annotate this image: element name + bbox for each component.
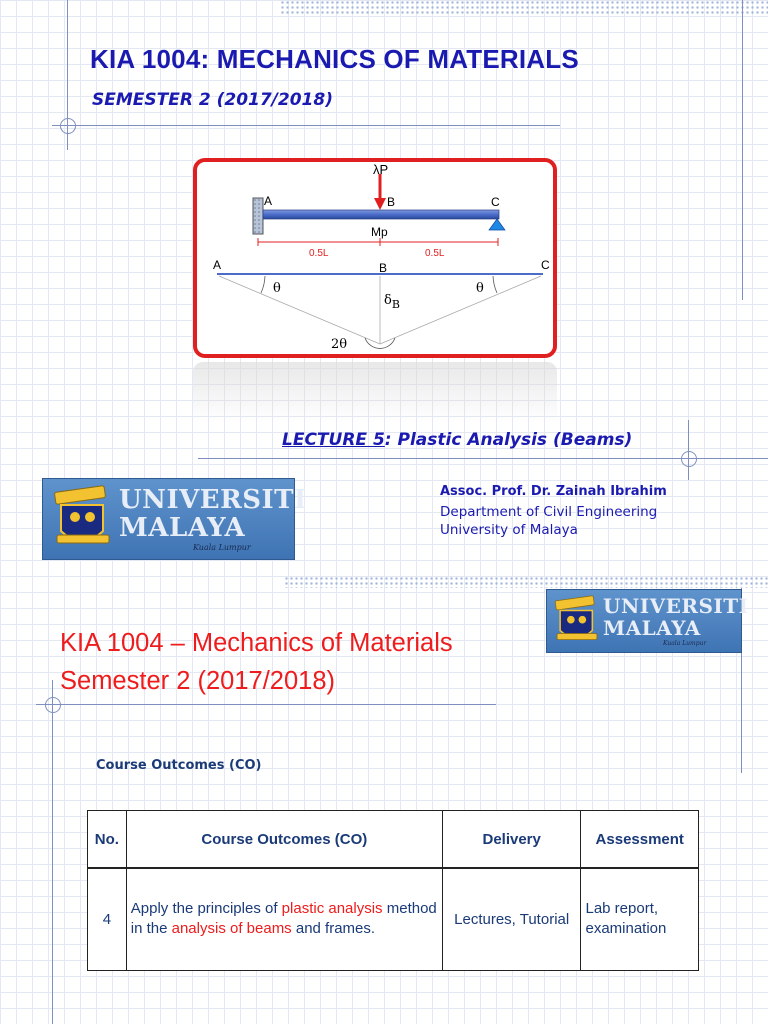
- cell-course-outcome: Apply the principles of plastic analysis method in the analysis of beams and frames.: [126, 868, 442, 970]
- fixed-support: [253, 198, 263, 234]
- beam-diagram: [197, 162, 553, 354]
- lecture-prefix-number: LECTURE 5: [282, 430, 385, 450]
- crest-icon: [554, 595, 600, 649]
- logo-line3: Kuala Lumpur: [663, 640, 707, 647]
- col-header-co: Course Outcomes (CO): [126, 811, 442, 869]
- line-node-circle: [45, 697, 61, 713]
- university-name: University of Malaya: [440, 522, 578, 538]
- university-logo-small: [546, 589, 749, 653]
- middle-dotted-band: [284, 576, 768, 588]
- load-label: λP: [373, 162, 389, 177]
- cell-assessment: Lab report, examination: [581, 868, 699, 970]
- slide2-title-line1: KIA 1004 – Mechanics of Materials: [60, 629, 453, 657]
- divider-line: [36, 704, 496, 705]
- course-outcomes-table: [87, 810, 699, 971]
- author-affiliation: [440, 503, 657, 539]
- slide2-title: [60, 624, 453, 700]
- slide1-semester: SEMESTER 2 (2017/2018): [92, 90, 333, 110]
- beam-point-c: C: [491, 195, 500, 209]
- line-node-circle: [681, 451, 697, 467]
- divider-line: [742, 0, 743, 300]
- slide1-title: KIA 1004: MECHANICS OF MATERIALS: [90, 44, 579, 74]
- logo-line2: MALAYA: [603, 616, 701, 640]
- angle-theta-right: θ: [476, 281, 484, 296]
- mechanism-point-b: B: [379, 261, 388, 275]
- beam-point-a: A: [264, 194, 273, 208]
- beam-figure: [193, 158, 557, 358]
- span-label-left: 0.5L: [309, 248, 329, 259]
- pin-support: [489, 219, 505, 230]
- cell-no: 4: [88, 868, 127, 970]
- deflection-label: $\delta_B$: [384, 293, 400, 311]
- deflected-segment-left: [219, 276, 380, 344]
- plastic-moment-label: Mp: [371, 225, 388, 239]
- mechanism-point-c: C: [541, 258, 550, 272]
- logo-line3: Kuala Lumpur: [193, 543, 251, 552]
- slide2-title-line2: Semester 2 (2017/2018): [60, 667, 335, 695]
- logo-line2: MALAYA: [119, 513, 246, 543]
- figure-reflection: [193, 362, 557, 422]
- angle-arc-right: [493, 276, 497, 293]
- logo-line1: UNIVERSITI: [119, 485, 307, 515]
- beam: [263, 210, 499, 219]
- col-header-no: No.: [88, 811, 127, 869]
- load-arrow-head: [374, 198, 386, 210]
- top-dotted-band: [280, 0, 768, 16]
- lecture-title: LECTURE 5: Plastic Analysis (Beams): [282, 430, 633, 450]
- line-node-circle: [60, 118, 76, 134]
- col-header-delivery: Delivery: [442, 811, 581, 869]
- span-label-right: 0.5L: [425, 248, 445, 259]
- divider-line: [52, 125, 560, 126]
- author-name: Assoc. Prof. Dr. Zainah Ibrahim: [440, 484, 667, 499]
- table-header-row: [88, 811, 699, 869]
- angle-theta-left: θ: [273, 281, 281, 296]
- mechanism-point-a: A: [213, 258, 222, 272]
- course-outcomes-heading: Course Outcomes (CO): [96, 758, 262, 773]
- divider-line: [688, 420, 689, 480]
- cell-delivery: Lectures, Tutorial: [442, 868, 581, 970]
- department-name: Department of Civil Engineering: [440, 504, 658, 520]
- hinge-angle-label: 2θ: [331, 337, 348, 352]
- deflected-segment-right: [380, 276, 541, 344]
- angle-arc-left: [261, 276, 265, 293]
- divider-line: [52, 680, 53, 1024]
- crest-icon: [53, 485, 113, 555]
- col-header-assessment: Assessment: [581, 811, 699, 869]
- beam-point-b: B: [387, 195, 396, 209]
- university-logo: [42, 478, 307, 560]
- logo-line1: UNIVERSITI: [603, 594, 749, 618]
- table-row: [88, 868, 699, 970]
